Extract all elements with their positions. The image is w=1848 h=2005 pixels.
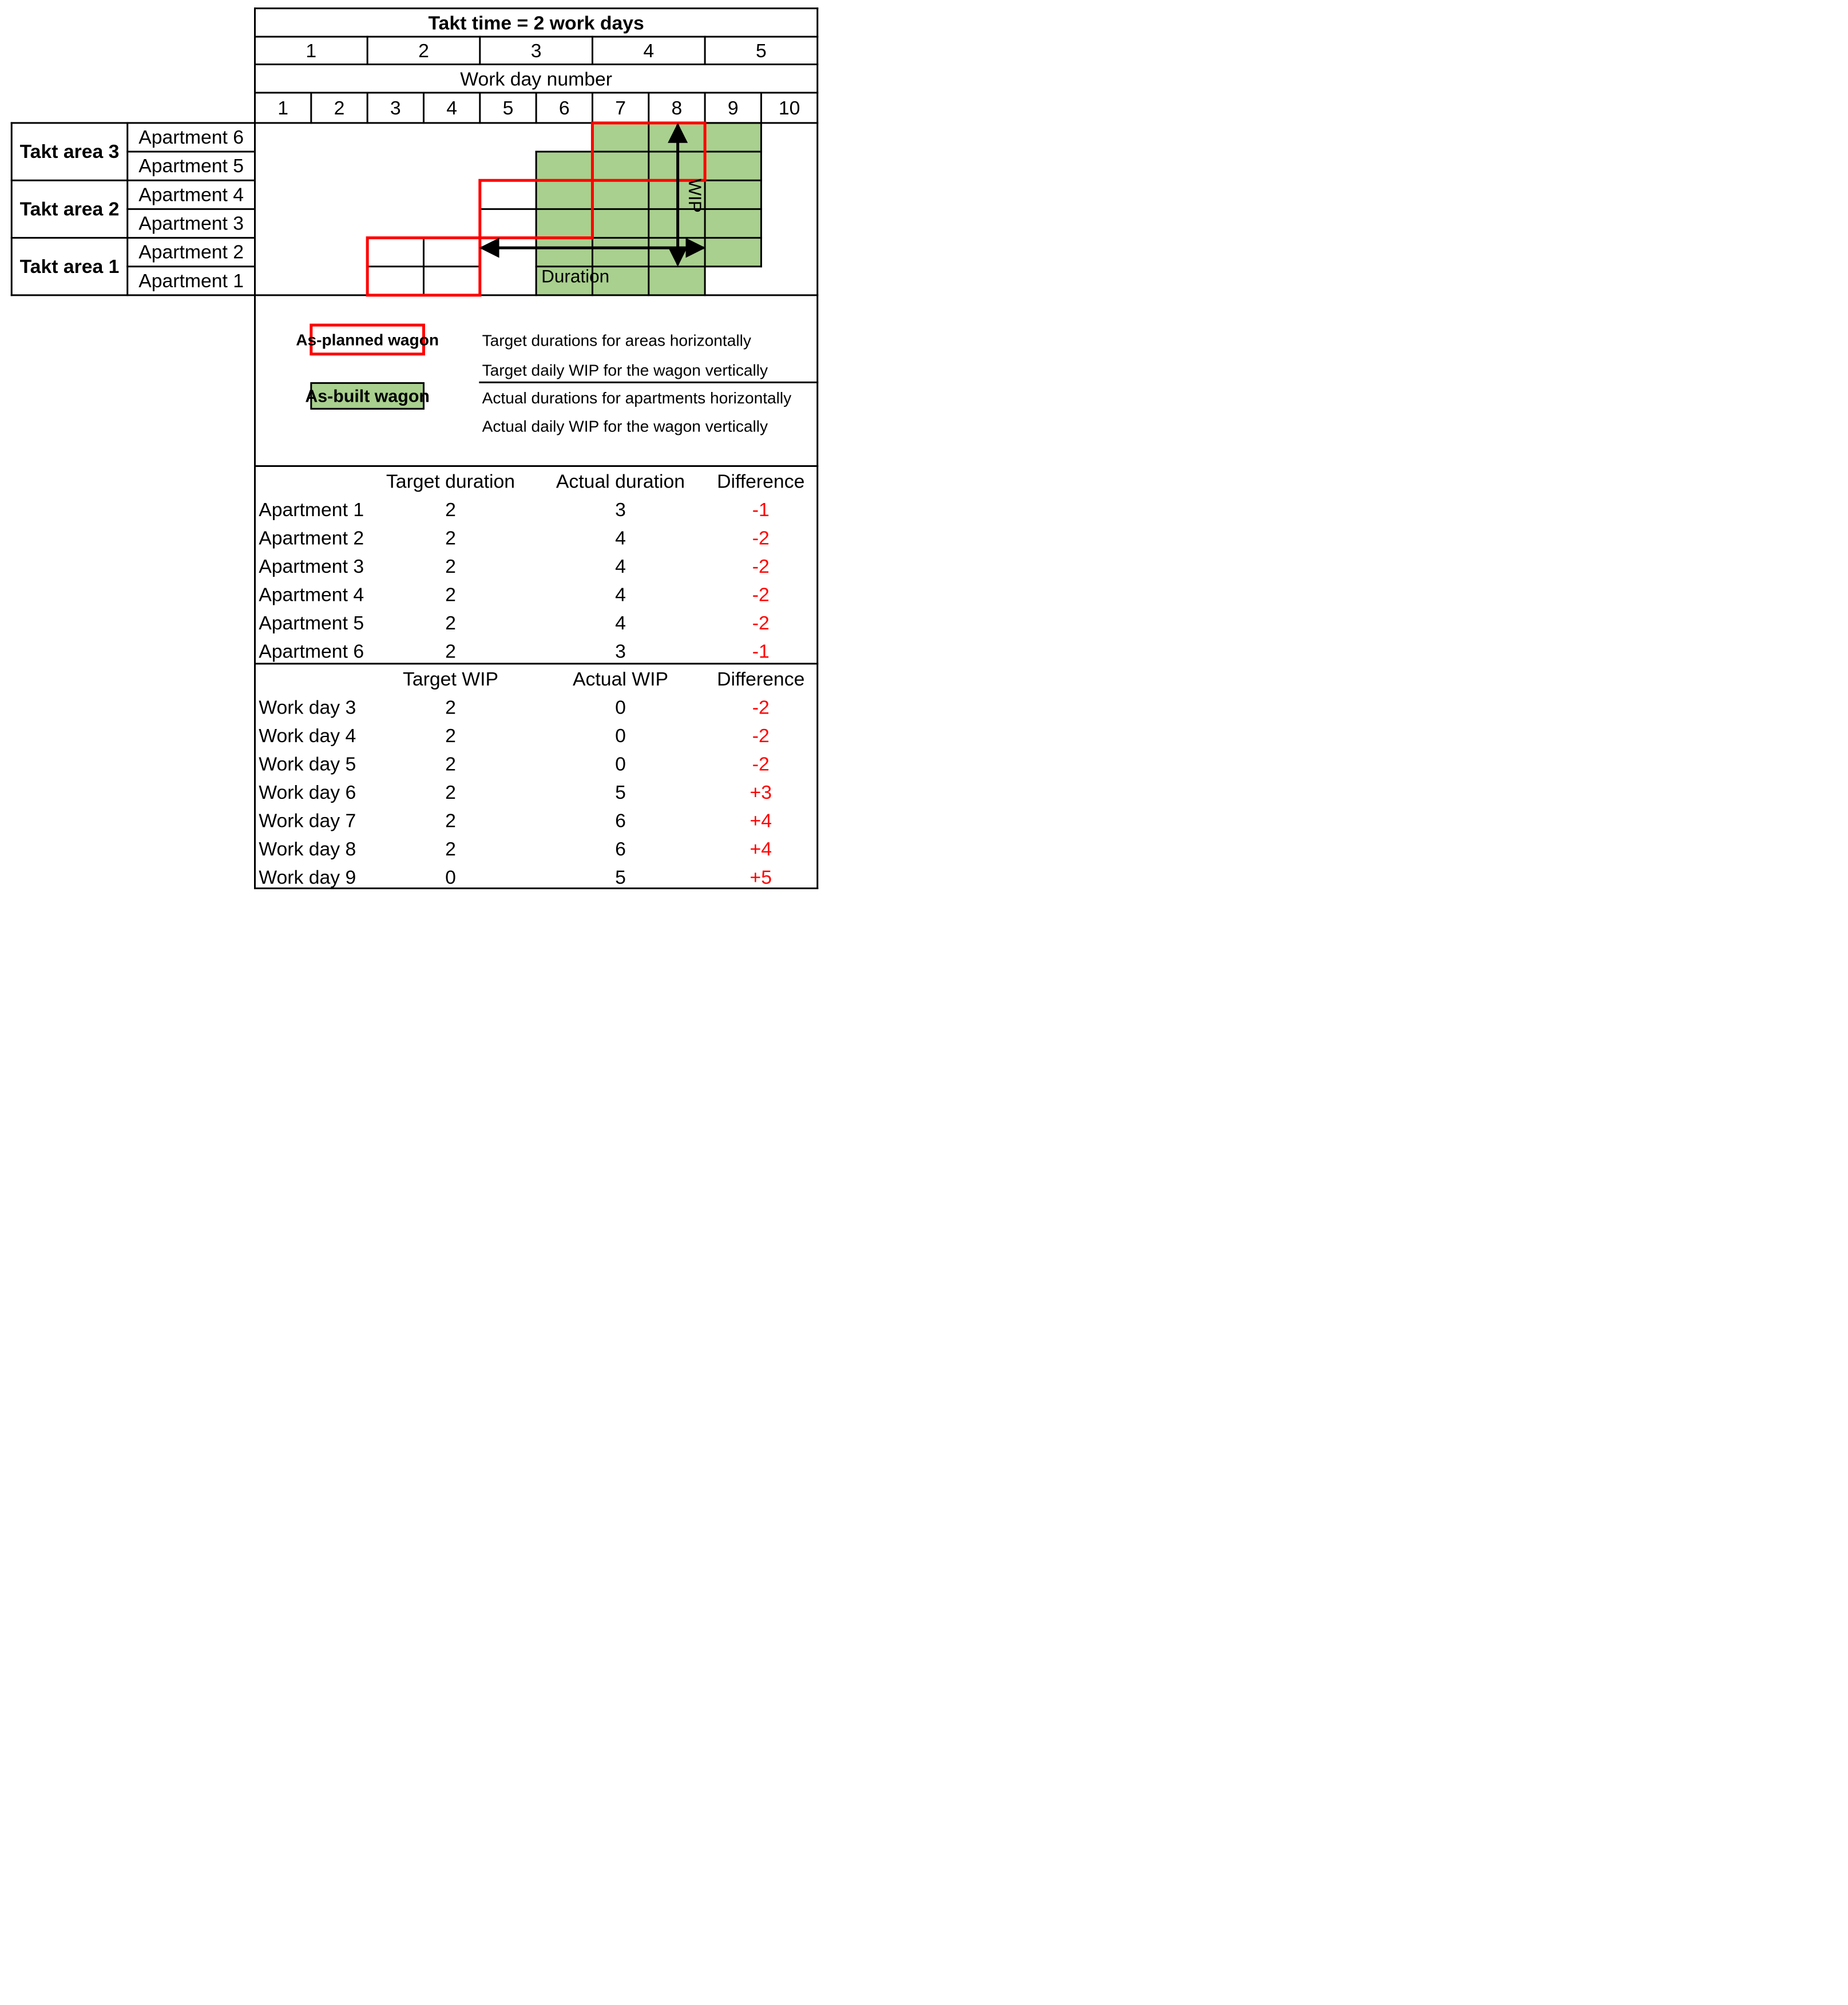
as-built-cell-apt3-day9 — [705, 209, 761, 237]
as-built-cell-apt5-day6 — [536, 152, 592, 180]
wip_table-cell: 5 — [615, 781, 626, 803]
as-built-cell-apt1-day8 — [649, 267, 705, 295]
duration_table-cell: Apartment 3 — [259, 556, 364, 577]
wip_table-cell: 2 — [445, 724, 456, 747]
as-built-cell-apt2-day7 — [592, 238, 648, 267]
wip_table-cell: 6 — [615, 810, 626, 832]
wip_table-header: Actual WIP — [573, 668, 668, 690]
as-built-legend-label: As-built wagon — [305, 387, 430, 406]
as-built-cell-apt6-day9 — [705, 123, 761, 152]
apartment-label: Apartment 4 — [138, 184, 244, 206]
wip_table-cell: 2 — [445, 696, 456, 719]
duration_table-cell: -2 — [752, 612, 770, 634]
duration_table-cell: 4 — [615, 612, 626, 634]
as-planned-legend-label: As-planned wagon — [296, 331, 439, 349]
wip_table-cell: 2 — [445, 781, 456, 803]
apartment-label: Apartment 3 — [138, 212, 244, 235]
wip_table-cell: 0 — [615, 753, 626, 775]
wip_table-cell: 0 — [615, 696, 626, 719]
wip_table-cell: Work day 3 — [259, 696, 356, 719]
as-built-cell-apt4-day9 — [705, 180, 761, 209]
as-planned-legend-line: Target durations for areas horizontally — [482, 331, 751, 350]
wip_table-cell: Work day 7 — [259, 810, 356, 832]
takt-time-title: Takt time = 2 work days — [428, 12, 644, 34]
as-built-cell-apt2-day6 — [536, 238, 592, 267]
wip_table-cell: +4 — [749, 838, 772, 860]
as-built-cell-apt3-day7 — [592, 209, 648, 237]
takt-number: 5 — [756, 39, 767, 62]
wip_table-cell: +4 — [749, 810, 772, 832]
takt-number: 1 — [306, 39, 317, 62]
as-built-cell-apt5-day9 — [705, 152, 761, 180]
work-day-number: 5 — [502, 97, 514, 119]
takt-number: 3 — [530, 39, 542, 62]
wip_table-cell: 0 — [615, 724, 626, 747]
wip_table-cell: Work day 4 — [259, 724, 356, 747]
wip_table-cell: Work day 6 — [259, 781, 356, 803]
duration_table-header: Actual duration — [556, 470, 685, 493]
wip_table-cell: -2 — [752, 724, 770, 747]
wip_table-cell: 2 — [445, 838, 456, 860]
as-built-cell-apt4-day6 — [536, 180, 592, 209]
duration_table-cell: 2 — [445, 612, 456, 634]
duration_table-cell: -1 — [752, 640, 770, 663]
wip_table-cell: -2 — [752, 753, 770, 775]
duration_table-cell: 2 — [445, 499, 456, 521]
takt-area-label: Takt area 3 — [19, 141, 120, 163]
wip_table-cell: +5 — [749, 866, 772, 889]
as-built-cell-apt2-day9 — [705, 238, 761, 267]
duration_table-cell: Apartment 6 — [259, 640, 364, 663]
takt-area-label: Takt area 2 — [19, 198, 120, 220]
wip_table-cell: +3 — [749, 781, 772, 803]
duration_table-cell: -1 — [752, 499, 770, 521]
as-built-cell-apt6-day7 — [592, 123, 648, 152]
duration_table-cell: Apartment 5 — [259, 612, 364, 634]
duration_table-cell: -2 — [752, 584, 770, 606]
work-day-number: 8 — [671, 97, 683, 119]
wip_table-header: Difference — [717, 668, 805, 690]
as-built-legend-line: Actual daily WIP for the wagon vertically — [482, 417, 768, 435]
as-built-cell-apt4-day7 — [592, 180, 648, 209]
wip_table-cell: -2 — [752, 696, 770, 719]
apartment-label: Apartment 2 — [138, 241, 244, 263]
wip_table-cell: 6 — [615, 838, 626, 860]
wip-label: WIP — [685, 179, 705, 213]
work-day-number: 9 — [727, 97, 739, 119]
work-day-number: 2 — [334, 97, 345, 119]
wip_table-header: Target WIP — [403, 668, 498, 690]
apartment-label: Apartment 1 — [138, 270, 244, 292]
as-built-legend-line: Actual durations for apartments horizontally — [482, 389, 792, 407]
wip_table-cell: 0 — [445, 866, 456, 889]
as-built-cell-apt5-day7 — [592, 152, 648, 180]
work-day-number: 6 — [558, 97, 570, 119]
duration_table-cell: -2 — [752, 556, 770, 577]
takt-number: 2 — [418, 39, 429, 62]
as-built-cell-apt3-day6 — [536, 209, 592, 237]
takt-area-label: Takt area 1 — [19, 255, 120, 278]
duration_table-cell: -2 — [752, 527, 770, 549]
duration_table-cell: 3 — [615, 499, 626, 521]
wip_table-cell: 2 — [445, 810, 456, 832]
takt-number: 4 — [643, 39, 655, 62]
work-day-number: 4 — [446, 97, 458, 119]
duration_table-cell: 2 — [445, 640, 456, 663]
duration_table-cell: 3 — [615, 640, 626, 663]
duration_table-header: Target duration — [386, 470, 515, 493]
work-day-number: 3 — [390, 97, 401, 119]
wip_table-cell: Work day 8 — [259, 838, 356, 860]
work-day-number: 10 — [778, 97, 800, 119]
work-day-number: 7 — [615, 97, 626, 119]
duration_table-cell: Apartment 4 — [259, 584, 364, 606]
wip_table-cell: 2 — [445, 753, 456, 775]
duration_table-cell: 4 — [615, 556, 626, 577]
duration_table-cell: 2 — [445, 556, 456, 577]
duration_table-cell: 2 — [445, 584, 456, 606]
duration_table-cell: 2 — [445, 527, 456, 549]
duration_table-cell: 4 — [615, 584, 626, 606]
duration_table-header: Difference — [717, 470, 805, 493]
as-planned-legend-line: Target daily WIP for the wagon vertically — [482, 361, 768, 379]
apartment-label: Apartment 6 — [138, 126, 244, 148]
apartment-label: Apartment 5 — [138, 155, 244, 177]
work-day-number-title: Work day number — [460, 68, 612, 90]
duration-label: Duration — [541, 266, 610, 287]
duration_table-cell: 4 — [615, 527, 626, 549]
wip_table-cell: Work day 5 — [259, 753, 356, 775]
work-day-number: 1 — [277, 97, 289, 119]
wip_table-cell: 5 — [615, 866, 626, 889]
wip_table-cell: Work day 9 — [259, 866, 356, 889]
duration_table-cell: Apartment 1 — [259, 499, 364, 521]
duration_table-cell: Apartment 2 — [259, 527, 364, 549]
